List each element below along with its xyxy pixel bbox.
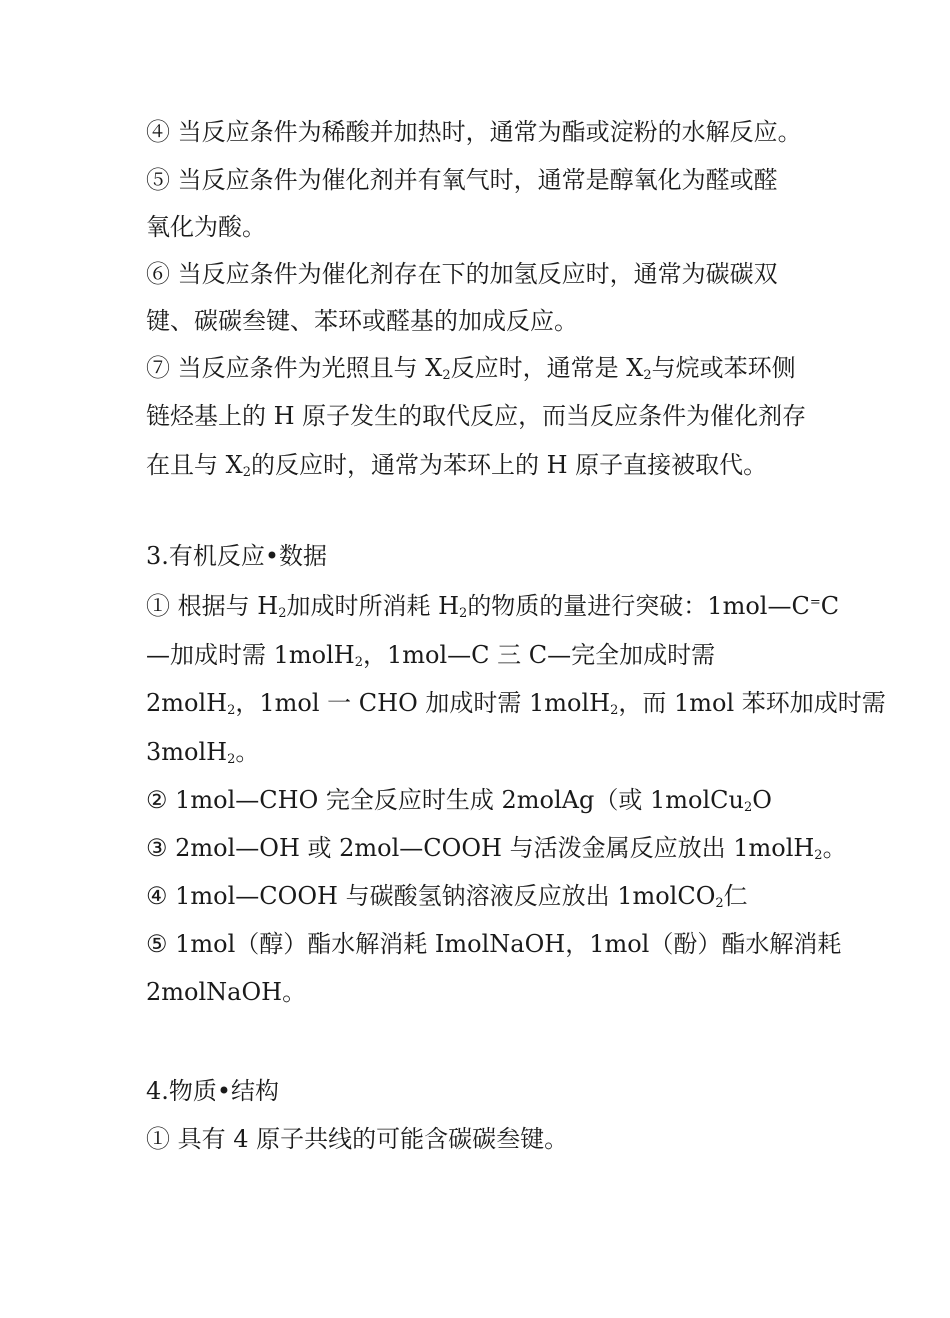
paragraph-s2-item4: ④ 当反应条件为稀酸并加热时，通常为酯或淀粉的水解反应。 — [146, 118, 802, 146]
paragraph-s2-item7-line2: 链烃基上的 H 原子发生的取代反应，而当反应条件为催化剂存 — [146, 402, 807, 430]
paragraph-s3-item1-line1: ① 根据与 $H_2$加成时所消耗 $H_2$的物质的量进行突破：1mol—C=C — [146, 592, 840, 621]
paragraph-s2-item7-line3: 在且与 $X_2$的反应时，通常为苯环上的 H 原子直接被取代。 — [146, 451, 768, 480]
section3-heading: 3.有机反应•数据 — [146, 542, 328, 570]
paragraph-s3-item1-line3: 2molH$_2$，1mol 一 CHO 加成时需 1molH$_2$，而 1mol 苯环加成时需 — [146, 689, 886, 718]
paragraph-s2-item5-line2: 氧化为酸。 — [146, 213, 266, 241]
paragraph-s2-item6-line2: 键、碳碳叁键、苯环或醛基的加成反应。 — [146, 307, 578, 335]
paragraph-s4-item1: ① 具有 4 原子共线的可能含碳碳叁键。 — [146, 1125, 569, 1153]
paragraph-s3-item4: ④ 1mol—COOH 与碳酸氢钠溶液反应放出 1molCO$_2$仁 — [146, 882, 748, 911]
paragraph-s2-item6-line1: ⑥ 当反应条件为催化剂存在下的加氢反应时，通常为碳碳双 — [146, 260, 778, 288]
paragraph-s3-item1-line4: 3molH$_2$。 — [146, 738, 260, 767]
paragraph-s3-item5-line1: ⑤ 1mol（醇）酯水解消耗 ImolNaOH，1mol（酚）酯水解消耗 — [146, 930, 842, 958]
paragraph-s3-item3: ③ 2mol—OH 或 2mol—COOH 与活泼金属反应放出 1molH$_2$。 — [146, 834, 847, 863]
paragraph-s3-item1-line2: —加成时需 1molH$_2$，1mol—C 三 C—完全加成时需 — [146, 641, 716, 670]
section4-heading: 4.物质•结构 — [146, 1077, 280, 1105]
paragraph-s3-item2: ② 1mol—CHO 完全反应时生成 2molAg（或 1molCu$_2$O — [146, 786, 772, 815]
paragraph-s2-item5-line1: ⑤ 当反应条件为催化剂并有氧气时，通常是醇氧化为醛或醛 — [146, 166, 778, 194]
paragraph-s3-item5-line2: 2molNaOH。 — [146, 978, 307, 1006]
paragraph-s2-item7-line1: ⑦ 当反应条件为光照且与 $X_2$反应时，通常是 $X_2$与烷或苯环侧 — [146, 354, 796, 383]
